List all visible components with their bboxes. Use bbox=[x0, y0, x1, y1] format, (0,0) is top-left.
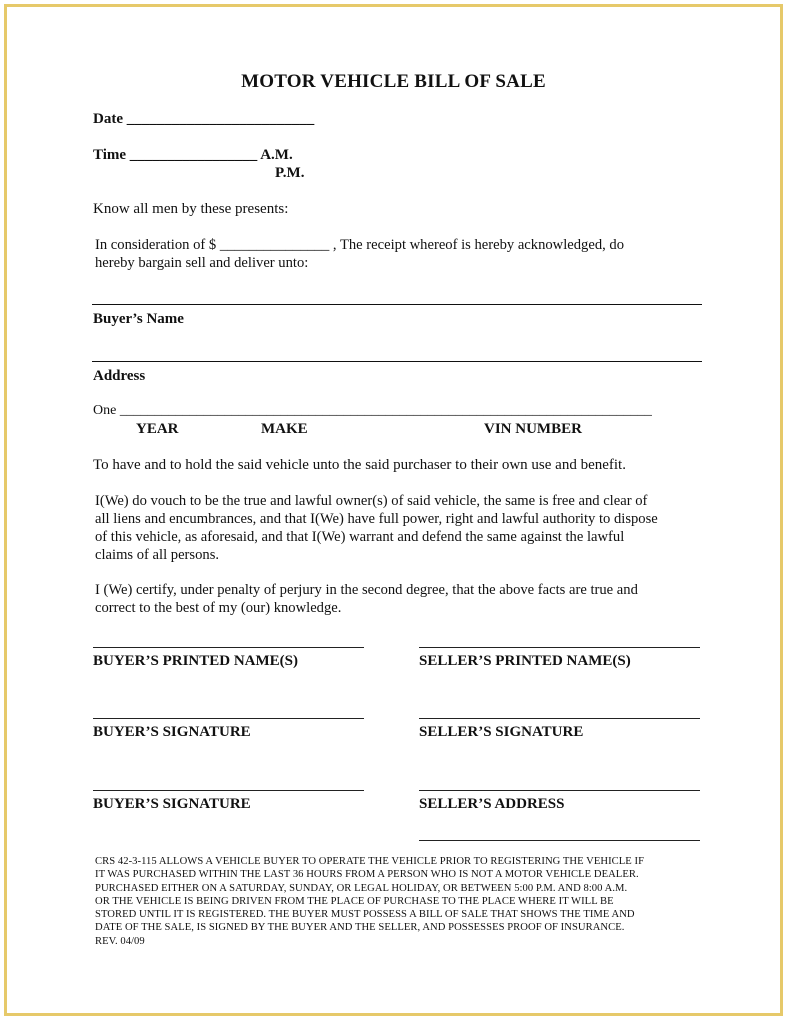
document-title: MOTOR VEHICLE BILL OF SALE bbox=[241, 71, 546, 92]
vin-label: VIN NUMBER bbox=[484, 421, 582, 437]
document-page bbox=[4, 4, 783, 1016]
vehicle-line[interactable]: One ____________________________________________________________________________ bbox=[93, 403, 652, 418]
buyer-signature-line-1[interactable] bbox=[93, 718, 364, 719]
consideration-paragraph bbox=[95, 236, 715, 272]
legal-footer bbox=[95, 855, 707, 948]
certify-paragraph bbox=[95, 581, 715, 617]
footer-line: PURCHASED EITHER ON A SATURDAY, SUNDAY, OR LEGAL HOLIDAY, OR BETWEEN 5:00 P.M. AND 8:00 A.M. bbox=[95, 882, 628, 894]
certify-line: I (We) certify, under penalty of perjury in the second degree, that the above facts are true and bbox=[95, 582, 638, 598]
seller-address-line-2[interactable] bbox=[419, 840, 700, 841]
seller-printed-name-line[interactable] bbox=[419, 647, 700, 648]
buyer-printed-name-label: BUYER’S PRINTED NAME(S) bbox=[93, 653, 299, 669]
vouch-line: all liens and encumbrances, and that I(We) have full power, right and lawful authority to dispose bbox=[95, 511, 658, 527]
make-label: MAKE bbox=[261, 421, 308, 437]
vouch-paragraph bbox=[95, 492, 715, 564]
buyer-signature-label-1: BUYER’S SIGNATURE bbox=[93, 724, 251, 740]
footer-line: STORED UNTIL IT IS REGISTERED. THE BUYER MUST POSSESS A BILL OF SALE THAT SHOWS THE TIME AND bbox=[95, 909, 635, 921]
seller-address-line[interactable] bbox=[419, 790, 700, 791]
certify-line: correct to the best of my (our) knowledge. bbox=[95, 600, 342, 616]
time-field[interactable]: Time _________________ A.M. bbox=[93, 147, 293, 163]
buyer-name-line[interactable] bbox=[92, 304, 702, 305]
buyer-name-label: Buyer’s Name bbox=[93, 311, 184, 327]
to-have-text: To have and to hold the said vehicle unto the said purchaser to their own use and benefit. bbox=[93, 457, 626, 473]
footer-line: IT WAS PURCHASED WITHIN THE LAST 36 HOURS FROM A PERSON WHO IS NOT A MOTOR VEHICLE DEALER. bbox=[95, 869, 639, 881]
vouch-line: I(We) do vouch to be the true and lawful owner(s) of said vehicle, the same is free and clear of bbox=[95, 493, 648, 509]
seller-signature-line[interactable] bbox=[419, 718, 700, 719]
date-field[interactable]: Date _________________________ bbox=[93, 111, 315, 127]
address-line[interactable] bbox=[92, 361, 702, 362]
buyer-printed-name-line[interactable] bbox=[93, 647, 364, 648]
consideration-line: hereby bargain sell and deliver unto: bbox=[95, 255, 309, 271]
footer-revision: REV. 04/09 bbox=[95, 935, 145, 947]
buyer-signature-line-2[interactable] bbox=[93, 790, 364, 791]
vouch-line: claims of all persons. bbox=[95, 547, 220, 563]
footer-line: OR THE VEHICLE IS BEING DRIVEN FROM THE PLACE OF PURCHASE TO THE PLACE WHERE IT WILL BE bbox=[95, 895, 614, 907]
seller-address-label: SELLER’S ADDRESS bbox=[419, 796, 565, 812]
year-label: YEAR bbox=[136, 421, 179, 437]
pm-label: P.M. bbox=[275, 165, 305, 181]
vouch-line: of this vehicle, as aforesaid, and that I(We) warrant and defend the same against the lawful bbox=[95, 529, 625, 545]
seller-printed-name-label: SELLER’S PRINTED NAME(S) bbox=[419, 653, 631, 669]
consideration-line[interactable]: In consideration of $ _______________ , The receipt whereof is hereby acknowledged, do bbox=[95, 237, 625, 253]
address-label: Address bbox=[93, 368, 146, 384]
buyer-signature-label-2: BUYER’S SIGNATURE bbox=[93, 796, 251, 812]
know-all-text: Know all men by these presents: bbox=[93, 201, 289, 217]
footer-line: DATE OF THE SALE, IS SIGNED BY THE BUYER AND THE SELLER, AND POSSESSES PROOF OF INSURANCE. bbox=[95, 922, 625, 934]
footer-line: CRS 42-3-115 ALLOWS A VEHICLE BUYER TO OPERATE THE VEHICLE PRIOR TO REGISTERING THE VEHICLE IF bbox=[95, 856, 645, 867]
seller-signature-label: SELLER’S SIGNATURE bbox=[419, 724, 584, 740]
